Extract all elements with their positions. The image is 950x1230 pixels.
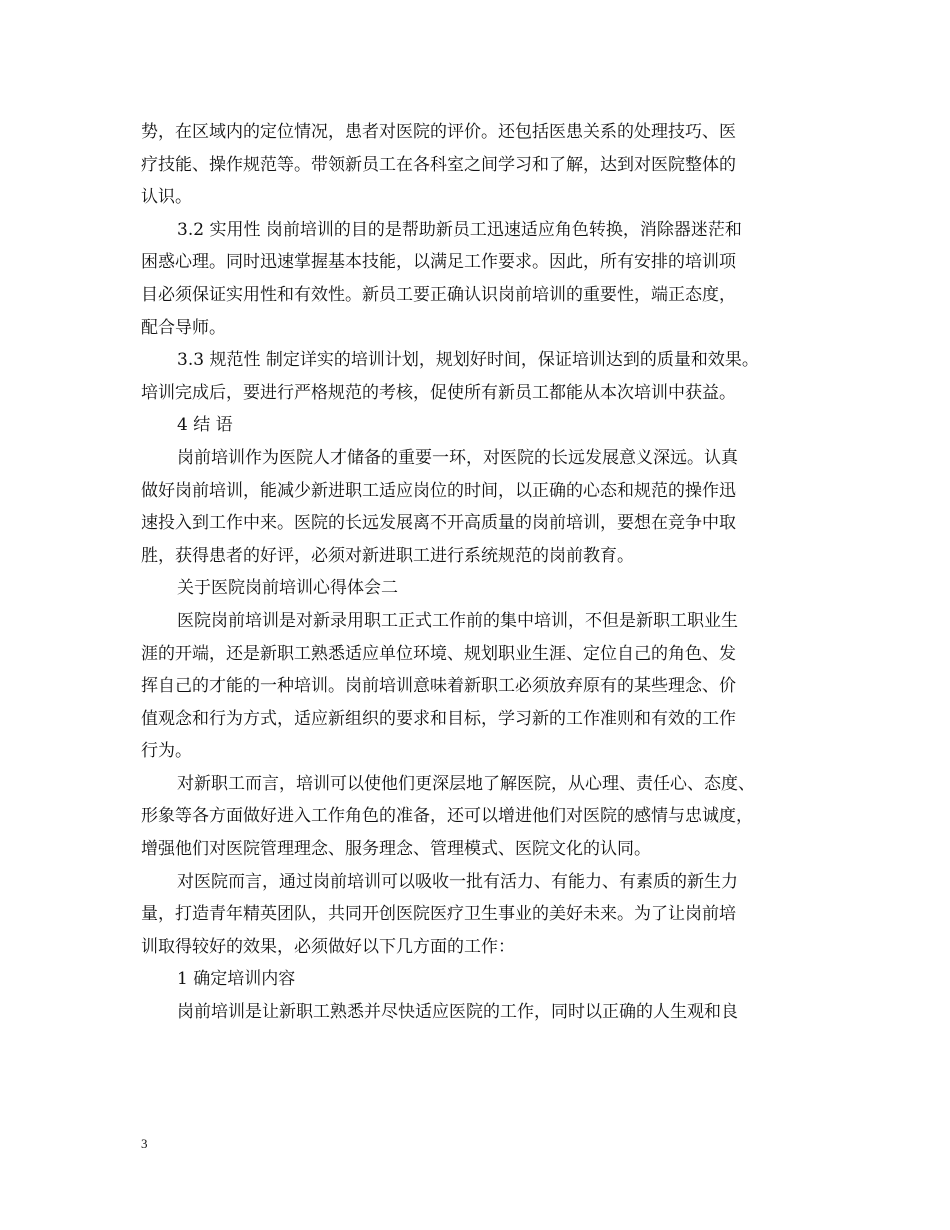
- document-body: [141, 116, 817, 1029]
- text-line: 速投入到工作中来。医院的长远发展离不开高质量的岗前培训，要想在竞争中取: [141, 513, 736, 534]
- text-line: 增强他们对医院管理理念、服务理念、管理模式、医院文化的认同。: [141, 839, 651, 860]
- text-line: 4 结 语: [177, 415, 233, 436]
- text-line: 涯的开端，还是新职工熟悉适应单位环境、规划职业生涯、定位自己的角色、发: [141, 643, 736, 664]
- text-line: 对新职工而言，培训可以使他们更深层地了解医院，从心理、责任心、态度、: [177, 773, 755, 794]
- page-number: 3: [141, 1136, 148, 1151]
- text-line: 目必须保证实用性和有效性。新员工要正确认识岗前培训的重要性，端正态度，: [141, 284, 736, 305]
- text-line: 配合导师。: [141, 317, 226, 338]
- text-line: 做好岗前培训，能减少新进职工适应岗位的时间，以正确的心态和规范的操作迅: [141, 480, 736, 501]
- text-line: 3.3 规范性 制定详实的培训计划，规划好时间，保证培训达到的质量和效果。: [177, 350, 759, 371]
- text-line: 形象等各方面做好进入工作角色的准备，还可以增进他们对医院的感情与忠诚度，: [141, 806, 753, 827]
- text-line: 认识。: [141, 187, 192, 208]
- text-line: 困惑心理。同时迅速掌握基本技能，以满足工作要求。因此，所有安排的培训项: [141, 252, 736, 273]
- text-line: 训取得较好的效果，必须做好以下几方面的工作：: [141, 936, 515, 957]
- text-line: 行为。: [141, 741, 192, 762]
- text-line: 关于医院岗前培训心得体会二: [177, 578, 398, 599]
- text-line: 对医院而言，通过岗前培训可以吸收一批有活力、有能力、有素质的新生力: [177, 871, 738, 892]
- text-line: 岗前培训是让新职工熟悉并尽快适应医院的工作，同时以正确的人生观和良: [177, 1002, 738, 1023]
- text-line: 势，在区域内的定位情况，患者对医院的评价。还包括医患关系的处理技巧、医: [141, 122, 736, 142]
- text-line: 量，打造青年精英团队，共同开创医院医疗卫生事业的美好未来。为了让岗前培: [141, 904, 736, 925]
- text-line: 1 确定培训内容: [177, 969, 296, 990]
- text-line: 疗技能、操作规范等。带领新员工在各科室之间学习和了解，达到对医院整体的: [141, 154, 736, 175]
- text-line: 培训完成后，要进行严格规范的考核，促使所有新员工都能从本次培训中获益。: [141, 382, 736, 403]
- text-line: 3.2 实用性 岗前培训的目的是帮助新员工迅速适应角色转换，消除器迷茫和: [177, 219, 742, 240]
- text-line: 医院岗前培训是对新录用职工正式工作前的集中培训，不但是新职工职业生: [177, 610, 738, 631]
- text-line: 值观念和行为方式，适应新组织的要求和目标，学习新的工作准则和有效的工作: [141, 708, 736, 729]
- text-line: 胜，获得患者的好评，必须对新进职工进行系统规范的岗前教育。: [141, 545, 634, 566]
- text-line: 岗前培训作为医院人才储备的重要一环，对医院的长远发展意义深远。认真: [177, 447, 738, 468]
- text-line: 挥自己的才能的一种培训。岗前培训意味着新职工必须放弃原有的某些理念、价: [141, 676, 736, 697]
